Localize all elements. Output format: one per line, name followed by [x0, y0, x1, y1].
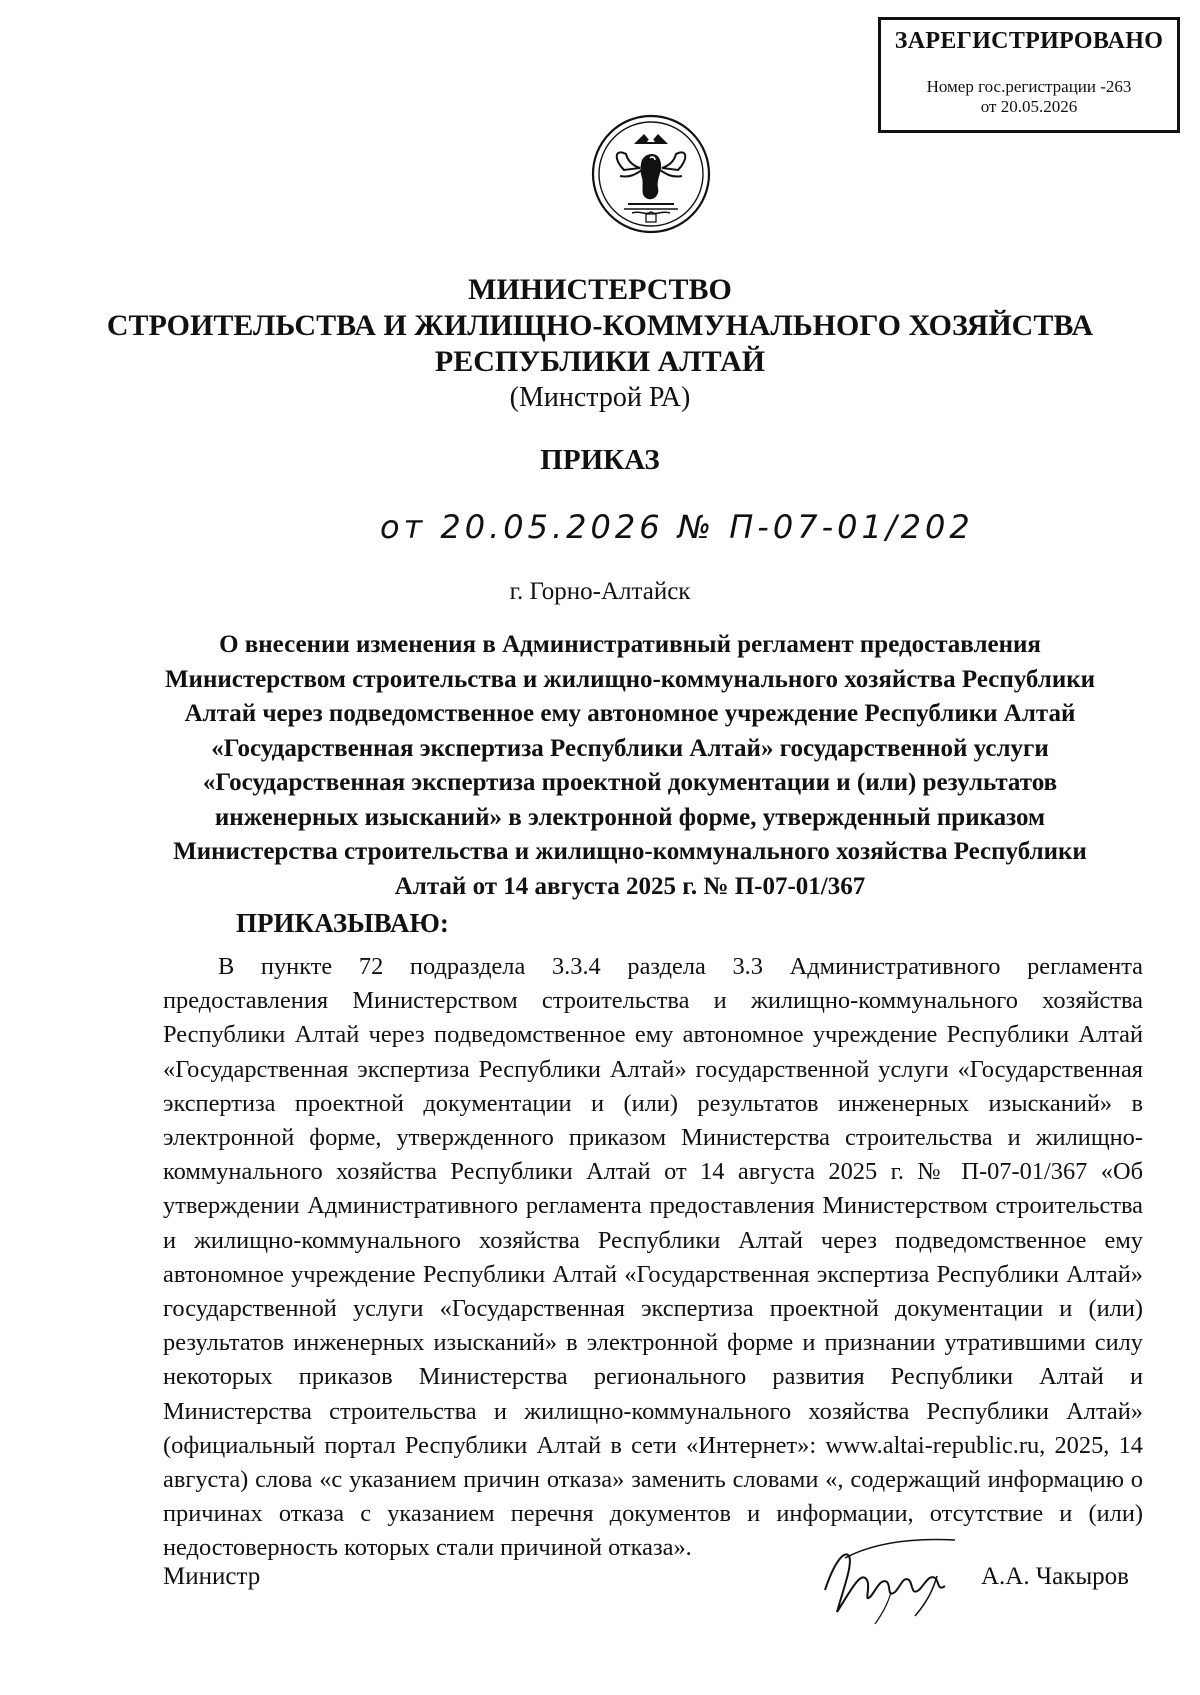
signatory-position: Министр	[163, 1563, 261, 1590]
order-heading: ПРИКАЗЫВАЮ:	[236, 908, 449, 938]
stamp-title: ЗАРЕГИСТРИРОВАНО	[894, 28, 1164, 54]
ministry-title-line1: МИНИСТЕРСТВО	[468, 273, 732, 306]
order-body-paragraph: В пункте 72 подраздела 3.3.4 раздела 3.3 Административного регламента предоставления Министерством строительства и жилищно-коммунального хозяйства Республики Алтай через подведомственное ему автономное учреждение Республики Алтай «Государственная экспертиза Республики Алтай» государственной услуги «Государственная экспертиза проектной документации и (или) результатов инженерных изысканий» в электронной форме, утвержденного приказом Министерства строительства и жилищно-коммунального хозяйства Республики Алтай от 14 августа 2025 г. № П-07-01/367 «Об утверждении Административного регламента предоставления Министерством строительства и жилищно-коммунального хозяйства Республики Алтай через подведомственное ему автономное учреждение Республики Алтай «Государственная экспертиза Республики Алтай» государственной услуги «Государственная экспертиза проектной документации и (или) результатов инженерных изысканий» в электронной форме и признании утратившими силу некоторых приказов Министерства регионального развития Республики Алтай и Министерства строительства и жилищно-коммунального хозяйства Республики Алтай» (официальный портал Республики Алтай в сети «Интернет»: www.altai-republic.ru, 2025, 14 августа) слова «с указанием причин отказа» заменить словами «, содержащий информацию о причинах отказа с указанием перечня документов и информации, отсутствие и (или) недостоверность которых стали причиной отказа».	[163, 953, 1143, 1562]
svg-text:от 20.05.2026 № П-07-01/202: от 20.05.2026 № П-07-01/202	[380, 508, 974, 546]
signatory-name: А.А. Чакыров	[981, 1563, 1129, 1590]
ministry-title-line2: СТРОИТЕЛЬСТВА И ЖИЛИЩНО-КОММУНАЛЬНОГО ХОЗЯЙСТВА	[106, 309, 1094, 342]
handwritten-signature	[815, 1520, 965, 1630]
stamp-reg-number: Номер гос.регистрации -263	[926, 77, 1132, 96]
city-name: г. Горно-Алтайск	[509, 578, 691, 605]
ministry-abbreviation: (Минстрой РА)	[509, 382, 691, 413]
document-type: ПРИКАЗ	[540, 444, 660, 476]
registration-stamp	[878, 17, 1180, 133]
stamp-reg-date: от 20.05.2026	[980, 97, 1078, 116]
order-title: О внесении изменения в Административный регламент предоставления Министерством строительства и жилищно-коммунального хозяйства Республики Алтай через подведомственное ему автономное учреждение Республики Алтай «Государственная экспертиза Республики Алтай» государственной услуги «Государственная экспертиза проектной документации и (или) результатов инженерных изысканий» в электронной форме, утвержденный приказом Министерства строительства и жилищно-коммунального хозяйства Республики Алтай от 14 августа 2025 г. № П-07-01/367	[164, 631, 1096, 900]
coat-of-arms-emblem-icon	[584, 112, 718, 236]
ministry-title-line3: РЕСПУБЛИКИ АЛТАЙ	[434, 345, 766, 378]
handwritten-date-number	[380, 494, 974, 554]
